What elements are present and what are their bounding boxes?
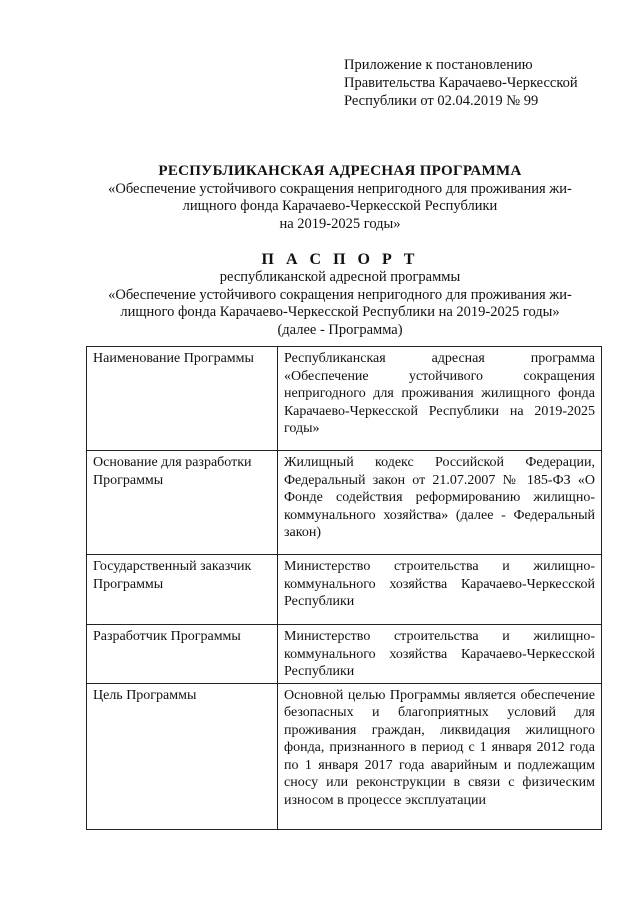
appendix-header (344, 56, 614, 110)
program-heading: РЕСПУБЛИКАНСКАЯ АДРЕСНАЯ ПРОГРАММА (158, 163, 522, 179)
table-row (87, 451, 602, 555)
passport-line: республиканской адресной программы (219, 269, 461, 285)
row-value: Основной целью Программы является обеспечение безопасных и благоприятных условий для проживания граждан, ликвидация жилищного фонда, признанного в период с 1 января 2012 года по 1 января 2017 года аварийным и подлежащим сносу или реконструкции в связи с физическим износом в процессе эксплуатации (278, 683, 602, 829)
row-label: Государственный заказчик Программы (87, 555, 278, 625)
table-row (87, 625, 602, 684)
row-label: Основание для разработки Программы (87, 451, 278, 555)
passport-title-block (80, 250, 600, 339)
table-row (87, 555, 602, 625)
row-value: Жилищный кодекс Российской Федерации, Федеральный закон от 21.07.2007 № 185-ФЗ «О Фонде содействия реформированию жилищно-коммунального хозяйства» (далее - Федеральный закон) (278, 451, 602, 555)
table-row (87, 683, 602, 829)
passport-line: лищного фонда Карачаево-Черкесской Республики на 2019-2025 годы» (120, 304, 560, 320)
appendix-line: Приложение к постановлению (344, 57, 533, 73)
passport-line: (далее - Программа) (277, 321, 403, 338)
appendix-line: Правительства Карачаево-Черкесской (344, 75, 578, 91)
row-value: Министерство строительства и жилищно-коммунального хозяйства Карачаево-Черкесской Республики (278, 555, 602, 625)
program-title-block (80, 163, 600, 233)
appendix-line: Республики от 02.04.2019 № 99 (344, 93, 539, 109)
table-row (87, 347, 602, 451)
passport-heading: П А С П О Р Т (261, 251, 419, 268)
passport-table (86, 346, 602, 830)
row-label: Цель Программы (87, 683, 278, 829)
program-name-line: «Обеспечение устойчивого сокращения непригодного для проживания жи- (108, 180, 572, 197)
program-name-line: на 2019-2025 годы» (279, 215, 401, 232)
row-value: Министерство строительства и жилищно-коммунального хозяйства Карачаево-Черкесской Республики (278, 625, 602, 684)
row-label: Наименование Программы (87, 347, 278, 451)
row-label: Разработчик Программы (87, 625, 278, 684)
row-value: Республиканская адресная программа «Обеспечение устойчивого сокращения непригодного для проживания жилищного фонда Карачаево-Черкесской Республики на 2019-2025 годы» (278, 347, 602, 451)
program-name-line: лищного фонда Карачаево-Черкесской Республики (182, 198, 498, 214)
passport-line: «Обеспечение устойчивого сокращения непригодного для проживания жи- (108, 286, 572, 303)
